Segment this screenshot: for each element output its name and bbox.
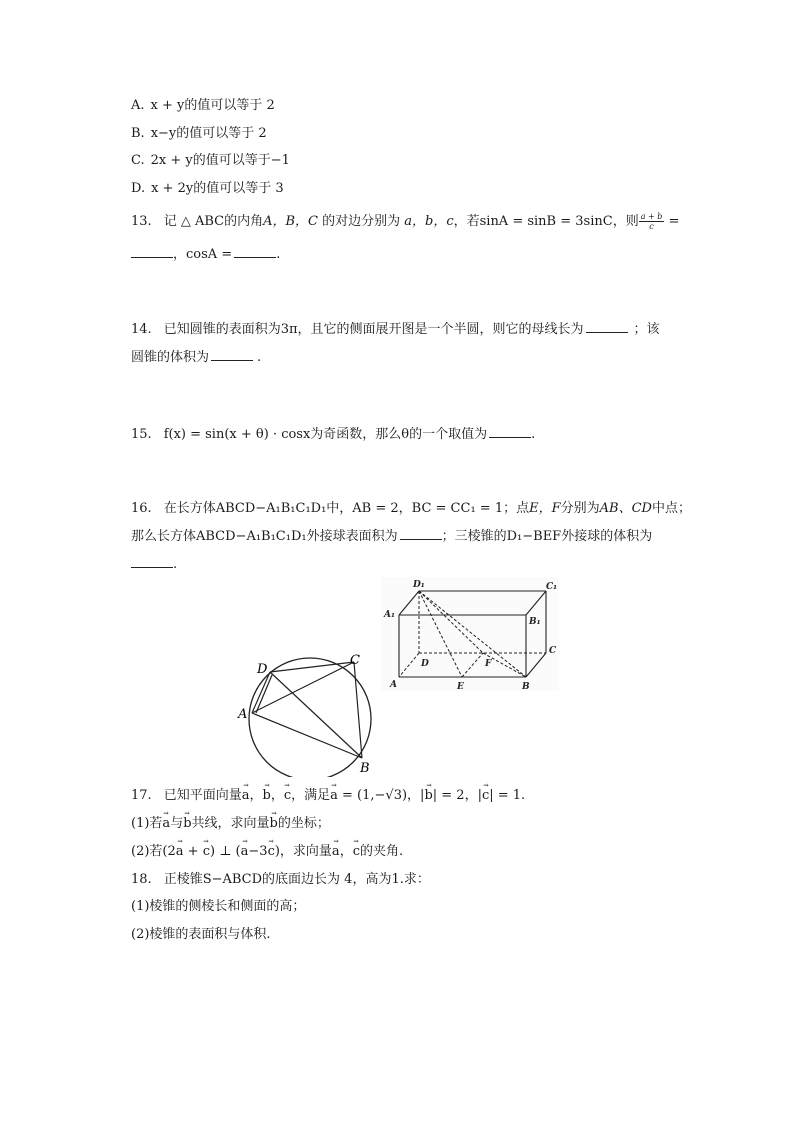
option-c-text: 2x + y的值可以等于−1 <box>150 153 290 168</box>
q17-sep: ， <box>249 788 263 803</box>
q18-l1: 正棱锥S−ABCD的底面边长为 4，高为1.求： <box>163 872 430 887</box>
q15-line <box>131 425 535 444</box>
q15-text: f(x) = sin(x + θ) · cosx为奇函数，那么θ的一个取值为 <box>163 427 488 442</box>
label-d1: D₁ <box>413 580 425 590</box>
option-b <box>131 125 267 143</box>
answer-blank[interactable] <box>131 245 173 258</box>
q13-fraction <box>639 212 665 231</box>
option-a-mark: A. <box>131 98 145 113</box>
vector-c: → c <box>482 787 489 805</box>
q18-p2: (2)棱锥的表面积与体积. <box>131 927 271 942</box>
q14-l2: 圆锥的体积为 <box>131 350 210 365</box>
q17-p2b: + <box>183 844 203 859</box>
option-d-mark: D. <box>131 181 146 196</box>
q13-t2: A，B，C <box>263 214 318 229</box>
q17-p2g: 的夹角. <box>359 844 404 859</box>
q13-t3: 的对边分别为 <box>317 214 405 229</box>
answer-blank[interactable] <box>586 320 628 333</box>
q17-line1 <box>131 787 525 805</box>
option-a <box>131 97 275 115</box>
vector-b: → b <box>270 815 278 833</box>
q16-l3-end: . <box>173 557 178 572</box>
option-a-text: x + y的值可以等于 2 <box>150 98 275 113</box>
vector-a: → a <box>332 843 340 861</box>
label-d: D <box>421 659 429 669</box>
q17-p2a: (2)若(2 <box>131 844 176 859</box>
q18-line1 <box>131 871 430 889</box>
vector-b: → b <box>424 787 432 805</box>
vector-c: → c <box>353 843 360 861</box>
q16-l1e: 中点； <box>651 501 691 516</box>
q13-frac-den: c <box>649 222 654 231</box>
option-d <box>131 180 284 198</box>
q18-p1: (1)棱锥的侧棱长和侧面的高； <box>131 899 306 914</box>
q16-l1b: E，F <box>529 501 561 516</box>
label-b1: B₁ <box>529 617 541 627</box>
q16-l2a: 那么长方体ABCD−A₁B₁C₁D₁外接球表面积为 <box>131 529 398 544</box>
q15-end: . <box>531 427 536 442</box>
q15-number: 15. <box>131 427 152 442</box>
q17-p1b: 与 <box>170 816 184 831</box>
vector-a: → a <box>241 843 249 861</box>
q13-line2 <box>131 245 280 264</box>
vector-a: → a <box>176 843 184 861</box>
label-a: A <box>238 707 248 722</box>
q16-number: 16. <box>131 501 152 516</box>
q13-line1 <box>131 212 679 231</box>
q17-part2 <box>131 843 403 861</box>
q17-p2d: −3 <box>248 844 268 859</box>
q16-l2b: ；三棱锥的D₁−BEF外接球的体积为 <box>441 529 653 544</box>
label-c: C <box>549 646 557 656</box>
option-d-text: x + 2y的值可以等于 3 <box>151 181 284 196</box>
q14-l1: 已知圆锥的表面积为3π，且它的侧面展开图是一个半圆，则它的母线长为 <box>163 322 584 337</box>
q17-l1b: ，满足 <box>291 788 331 803</box>
q16-l1a: 在长方体ABCD−A₁B₁C₁D₁中，AB = 2，BC = CC₁ = 1；点 <box>163 501 530 516</box>
q17-p2f: ， <box>339 844 353 859</box>
vector-a: → a <box>162 815 170 833</box>
q16-line1 <box>131 500 691 518</box>
option-c <box>131 152 290 170</box>
label-a1: A₁ <box>384 610 395 620</box>
answer-blank[interactable] <box>400 527 442 540</box>
q16-line3 <box>131 555 177 574</box>
label-a: A <box>390 680 397 690</box>
q16-line2 <box>131 527 652 546</box>
q17-p1d: 的坐标； <box>277 816 330 831</box>
vector-c: → c <box>203 843 210 861</box>
q17-p2e: )，求向量 <box>274 844 332 859</box>
q16-l1d: AB、CD <box>599 501 652 516</box>
box-figure <box>381 577 559 691</box>
q14-line1 <box>131 320 660 339</box>
q13-t4: a，b，c <box>404 214 454 229</box>
q14-l2-end: . <box>257 350 262 365</box>
q17-eq3: | = 1. <box>489 788 526 803</box>
q14-line2 <box>131 348 261 367</box>
q17-number: 17. <box>131 788 152 803</box>
q17-p2c: ) ⊥ ( <box>209 844 241 859</box>
q17-p1c: 共线，求向量 <box>191 816 270 831</box>
q18-number: 18. <box>131 872 152 887</box>
q17-p1a: (1)若 <box>131 816 163 831</box>
vector-c: → c <box>268 843 275 861</box>
circle-figure <box>232 652 382 777</box>
q13-t5: ，若sinA = sinB = 3sinC，则 <box>453 214 639 229</box>
label-d: D <box>257 662 268 677</box>
q13-l2: ，cosA = <box>173 247 233 262</box>
answer-blank[interactable] <box>131 555 173 568</box>
vector-b: → b <box>262 787 270 805</box>
q17-l1a: 已知平面向量 <box>163 788 242 803</box>
q17-eq1: = (1,−√3)，| <box>337 788 425 803</box>
q13-number: 13. <box>131 214 152 229</box>
q17-sep: ， <box>270 788 284 803</box>
label-c: C <box>350 653 360 668</box>
q13-frac-num: a + b <box>640 212 663 221</box>
answer-blank[interactable] <box>489 425 531 438</box>
option-c-mark: C. <box>131 153 145 168</box>
q14-number: 14. <box>131 322 152 337</box>
q13-t1: 记 △ ABC的内角 <box>163 214 264 229</box>
option-b-mark: B. <box>131 126 145 141</box>
label-c1: C₁ <box>546 582 558 592</box>
q17-part1 <box>131 815 330 833</box>
q18-part2 <box>131 926 271 944</box>
label-b: B <box>522 682 530 691</box>
vector-a: → a <box>242 787 250 805</box>
q17-eq2: | = 2，| <box>432 788 482 803</box>
label-f: F <box>485 659 492 669</box>
q18-part1 <box>131 898 305 916</box>
label-e: E <box>457 682 464 691</box>
answer-blank[interactable] <box>211 348 253 361</box>
vector-b: → b <box>183 815 191 833</box>
quadrilateral-edges <box>252 662 362 758</box>
q13-t6: = <box>664 214 680 229</box>
vector-a: → a <box>330 787 338 805</box>
option-b-text: x−y的值可以等于 2 <box>150 126 267 141</box>
q16-l1c: 分别为 <box>560 501 600 516</box>
q14-l1-end: ；该 <box>633 322 660 337</box>
vector-c: → c <box>284 787 291 805</box>
label-b: B <box>360 761 370 776</box>
q13-l2-end: . <box>276 247 281 262</box>
answer-blank[interactable] <box>234 245 276 258</box>
